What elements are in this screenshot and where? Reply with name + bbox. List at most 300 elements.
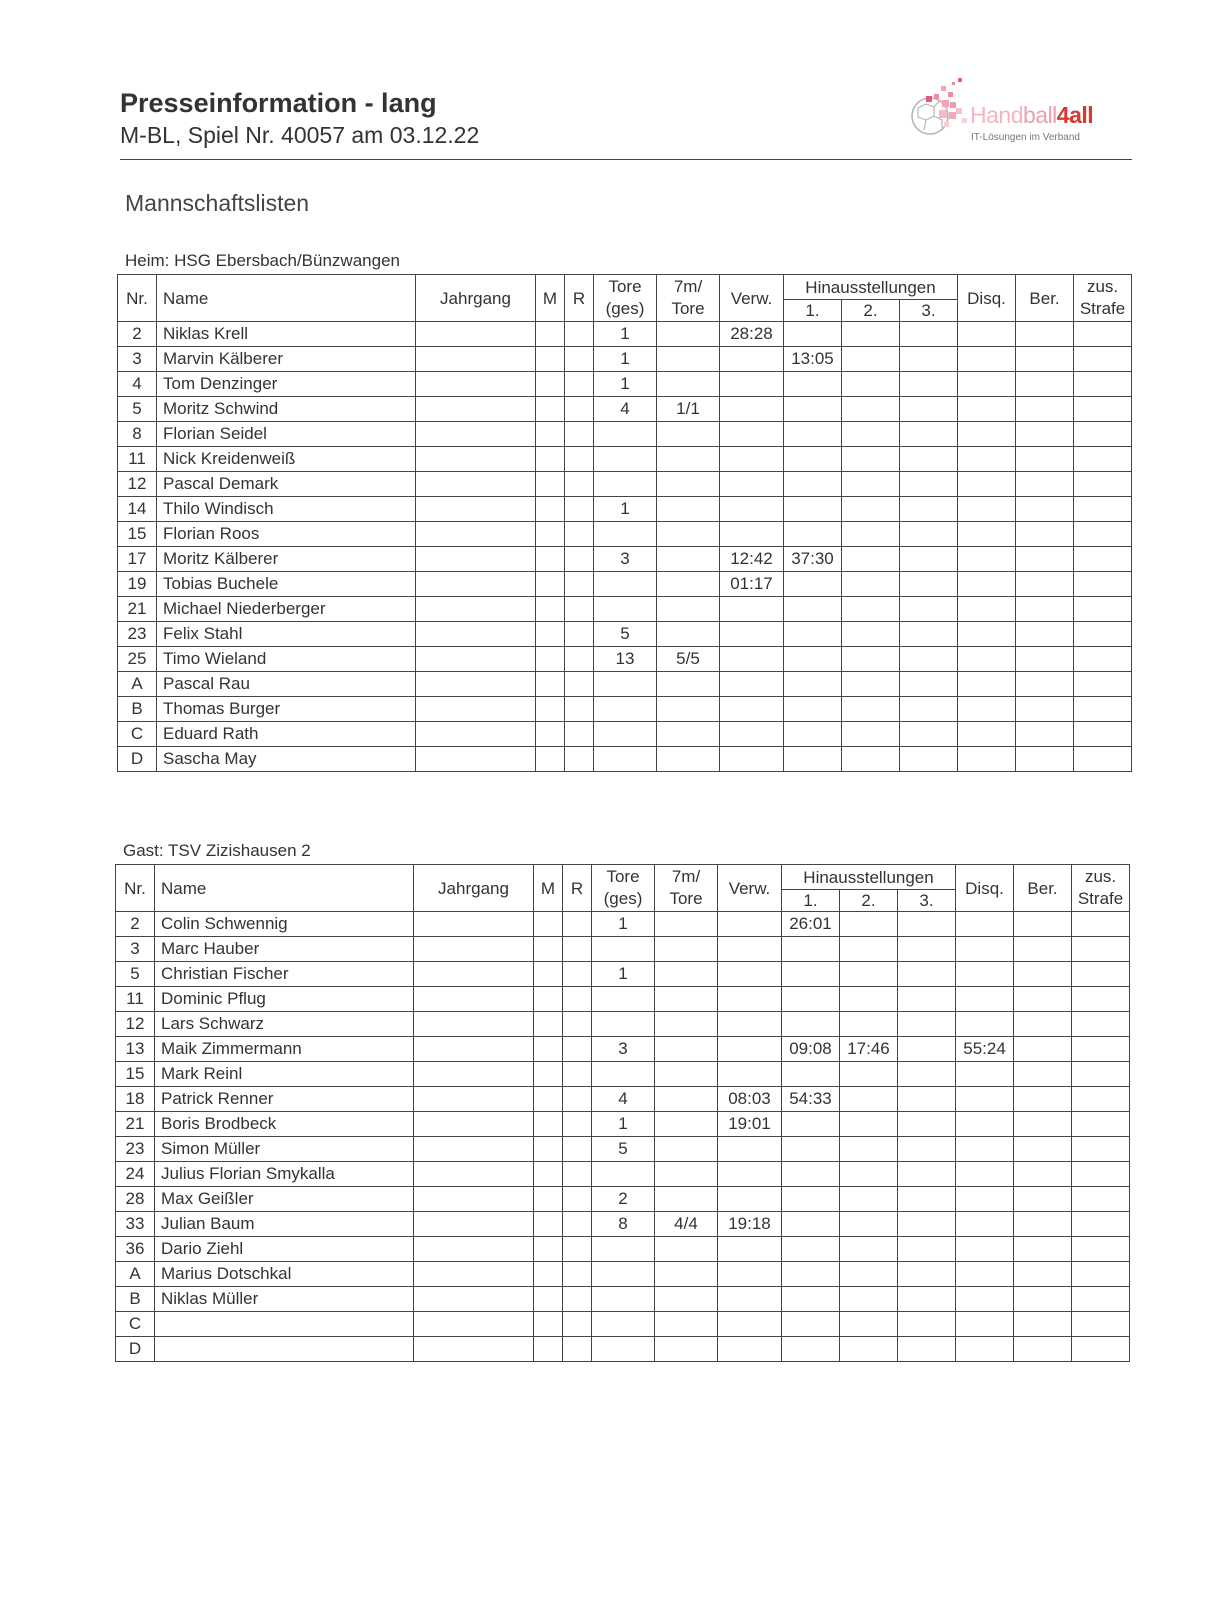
- cell-zus: [1074, 372, 1132, 397]
- cell-disq: [956, 1112, 1014, 1137]
- team-label-home: Heim: HSG Ebersbach/Bünzwangen: [125, 251, 400, 270]
- cell-verw: 19:01: [718, 1112, 782, 1137]
- cell-h1: 54:33: [782, 1087, 840, 1112]
- cell-h3: [898, 1062, 956, 1087]
- cell-tore: 3: [594, 547, 657, 572]
- cell-h1: 26:01: [782, 912, 840, 937]
- cell-jahrgang: [414, 1212, 534, 1237]
- cell-ber: [1016, 697, 1074, 722]
- cell-h3: [898, 987, 956, 1012]
- table-row: [116, 1062, 1130, 1087]
- cell-h2: [840, 1012, 898, 1037]
- cell-zus: [1072, 912, 1130, 937]
- cell-disq: [956, 1162, 1014, 1187]
- cell-h1: [782, 1212, 840, 1237]
- cell-siebenm: [657, 722, 720, 747]
- cell-ber: [1016, 447, 1074, 472]
- cell-verw: [718, 937, 782, 962]
- cell-verw: [718, 1312, 782, 1337]
- cell-nr: 8: [118, 422, 157, 447]
- cell-h2: [842, 472, 900, 497]
- cell-ber: [1016, 572, 1074, 597]
- cell-h1: [782, 1112, 840, 1137]
- logo-wordmark: Handball4all: [970, 102, 1094, 128]
- cell-name: Michael Niederberger: [157, 597, 416, 622]
- cell-h3: [900, 597, 958, 622]
- table-row: [116, 937, 1130, 962]
- cell-h3: [900, 397, 958, 422]
- cell-verw: [720, 497, 784, 522]
- cell-zus: [1074, 447, 1132, 472]
- cell-r: [565, 747, 594, 772]
- cell-siebenm: [657, 472, 720, 497]
- table-row: [116, 1162, 1130, 1187]
- cell-zus: [1074, 647, 1132, 672]
- handball-icon: [904, 72, 974, 152]
- cell-disq: [956, 1287, 1014, 1312]
- cell-ber: [1014, 1287, 1072, 1312]
- col-header-jahrgang: Jahrgang: [416, 275, 536, 322]
- col-header-tore-line1: Tore: [608, 277, 642, 296]
- cell-siebenm: [655, 1162, 718, 1187]
- cell-name: Colin Schwennig: [155, 912, 414, 937]
- cell-name: [155, 1337, 414, 1362]
- cell-ber: [1016, 597, 1074, 622]
- col-header-h1: 1.: [782, 890, 840, 912]
- cell-siebenm: [657, 497, 720, 522]
- cell-jahrgang: [414, 1112, 534, 1137]
- cell-h1: [782, 1062, 840, 1087]
- cell-h2: [842, 572, 900, 597]
- cell-r: [563, 987, 592, 1012]
- cell-zus: [1072, 1137, 1130, 1162]
- cell-h2: [840, 1162, 898, 1187]
- cell-h2: [842, 722, 900, 747]
- col-header-tore: [594, 275, 657, 322]
- col-header-zus-strafe: [1072, 865, 1130, 912]
- handball4all-logo: [904, 72, 1134, 152]
- cell-verw: [718, 1037, 782, 1062]
- cell-zus: [1074, 322, 1132, 347]
- cell-zus: [1072, 1312, 1130, 1337]
- cell-h3: [898, 1137, 956, 1162]
- cell-verw: [718, 1012, 782, 1037]
- cell-zus: [1074, 722, 1132, 747]
- cell-tore: [594, 747, 657, 772]
- table-row: [118, 372, 1132, 397]
- cell-disq: [956, 1337, 1014, 1362]
- cell-disq: [956, 1262, 1014, 1287]
- cell-zus: [1072, 1212, 1130, 1237]
- cell-jahrgang: [414, 1137, 534, 1162]
- cell-h3: [900, 622, 958, 647]
- cell-h1: [782, 1312, 840, 1337]
- cell-nr: 13: [116, 1037, 155, 1062]
- cell-h3: [900, 372, 958, 397]
- cell-nr: 14: [118, 497, 157, 522]
- col-header-nr: Nr.: [118, 275, 157, 322]
- cell-zus: [1074, 347, 1132, 372]
- cell-verw: [718, 1062, 782, 1087]
- cell-tore: 1: [592, 912, 655, 937]
- cell-verw: [720, 447, 784, 472]
- table-row: [116, 962, 1130, 987]
- cell-name: Max Geißler: [155, 1187, 414, 1212]
- cell-jahrgang: [416, 647, 536, 672]
- cell-name: Julian Baum: [155, 1212, 414, 1237]
- cell-disq: [958, 597, 1016, 622]
- cell-disq: [958, 747, 1016, 772]
- cell-name: Sascha May: [157, 747, 416, 772]
- cell-disq: [958, 497, 1016, 522]
- cell-name: Marvin Kälberer: [157, 347, 416, 372]
- cell-m: [536, 647, 565, 672]
- cell-tore: [592, 937, 655, 962]
- cell-h3: [898, 1012, 956, 1037]
- cell-h2: [840, 1062, 898, 1087]
- cell-verw: [720, 697, 784, 722]
- cell-h2: [840, 1337, 898, 1362]
- cell-m: [534, 1312, 563, 1337]
- cell-r: [565, 472, 594, 497]
- cell-h1: [782, 1162, 840, 1187]
- cell-ber: [1014, 1137, 1072, 1162]
- cell-disq: [956, 962, 1014, 987]
- cell-disq: 55:24: [956, 1037, 1014, 1062]
- cell-siebenm: [657, 697, 720, 722]
- cell-siebenm: [655, 1062, 718, 1087]
- col-header-m: M: [534, 865, 563, 912]
- cell-h3: [898, 962, 956, 987]
- cell-zus: [1074, 497, 1132, 522]
- cell-name: Simon Müller: [155, 1137, 414, 1162]
- cell-jahrgang: [416, 447, 536, 472]
- table-row: [118, 397, 1132, 422]
- cell-ber: [1014, 1312, 1072, 1337]
- cell-jahrgang: [414, 987, 534, 1012]
- cell-ber: [1016, 622, 1074, 647]
- cell-disq: [956, 1212, 1014, 1237]
- cell-ber: [1016, 422, 1074, 447]
- table-row: [118, 572, 1132, 597]
- cell-jahrgang: [414, 912, 534, 937]
- cell-jahrgang: [416, 672, 536, 697]
- col-header-ber: Ber.: [1016, 275, 1074, 322]
- cell-m: [536, 372, 565, 397]
- cell-h2: [842, 622, 900, 647]
- cell-jahrgang: [414, 1087, 534, 1112]
- cell-nr: 23: [118, 622, 157, 647]
- cell-r: [563, 937, 592, 962]
- cell-zus: [1074, 472, 1132, 497]
- cell-disq: [956, 1062, 1014, 1087]
- cell-name: Mark Reinl: [155, 1062, 414, 1087]
- roster-table-home: [117, 274, 1132, 772]
- cell-siebenm: [655, 1287, 718, 1312]
- cell-jahrgang: [416, 697, 536, 722]
- cell-ber: [1016, 647, 1074, 672]
- cell-disq: [958, 697, 1016, 722]
- cell-m: [534, 912, 563, 937]
- cell-disq: [958, 522, 1016, 547]
- cell-h1: 13:05: [784, 347, 842, 372]
- cell-h3: [898, 1112, 956, 1137]
- cell-tore: [594, 697, 657, 722]
- table-row: [116, 1187, 1130, 1212]
- cell-siebenm: [657, 347, 720, 372]
- cell-zus: [1072, 1062, 1130, 1087]
- cell-jahrgang: [416, 522, 536, 547]
- cell-verw: [718, 912, 782, 937]
- cell-m: [536, 622, 565, 647]
- cell-verw: [720, 647, 784, 672]
- cell-h3: [898, 1162, 956, 1187]
- cell-zus: [1072, 1112, 1130, 1137]
- table-row: [118, 472, 1132, 497]
- cell-r: [563, 1112, 592, 1137]
- col-header-7m: [655, 865, 718, 912]
- cell-tore: [592, 1062, 655, 1087]
- col-header-hinausstellungen: Hinausstellungen: [784, 275, 958, 300]
- cell-r: [565, 672, 594, 697]
- cell-h1: [784, 397, 842, 422]
- header-row: [116, 865, 1130, 890]
- table-row: [118, 547, 1132, 572]
- cell-name: Tom Denzinger: [157, 372, 416, 397]
- cell-h3: [900, 647, 958, 672]
- cell-nr: 24: [116, 1162, 155, 1187]
- cell-h1: [784, 522, 842, 547]
- cell-m: [536, 347, 565, 372]
- cell-tore: [594, 472, 657, 497]
- cell-disq: [958, 372, 1016, 397]
- cell-nr: B: [118, 697, 157, 722]
- cell-siebenm: [655, 1012, 718, 1037]
- cell-siebenm: [655, 1237, 718, 1262]
- cell-h1: [782, 962, 840, 987]
- cell-jahrgang: [416, 372, 536, 397]
- header-row: [118, 275, 1132, 300]
- cell-name: Florian Seidel: [157, 422, 416, 447]
- cell-ber: [1014, 987, 1072, 1012]
- cell-h3: [898, 1187, 956, 1212]
- col-header-zus-strafe-line2: Strafe: [1079, 299, 1126, 318]
- cell-siebenm: [657, 522, 720, 547]
- col-header-7m-line1: 7m/: [673, 277, 703, 296]
- cell-jahrgang: [416, 472, 536, 497]
- table-row: [116, 1037, 1130, 1062]
- col-header-jahrgang: Jahrgang: [414, 865, 534, 912]
- cell-jahrgang: [414, 962, 534, 987]
- cell-zus: [1074, 422, 1132, 447]
- cell-r: [563, 1312, 592, 1337]
- cell-siebenm: [657, 622, 720, 647]
- cell-r: [563, 962, 592, 987]
- cell-name: Boris Brodbeck: [155, 1112, 414, 1137]
- cell-h2: [840, 1137, 898, 1162]
- cell-jahrgang: [416, 322, 536, 347]
- cell-verw: [720, 472, 784, 497]
- cell-h2: [842, 447, 900, 472]
- cell-h3: [898, 1312, 956, 1337]
- cell-ber: [1014, 937, 1072, 962]
- cell-nr: 33: [116, 1212, 155, 1237]
- cell-m: [536, 522, 565, 547]
- cell-jahrgang: [414, 1337, 534, 1362]
- cell-r: [565, 422, 594, 447]
- cell-name: Florian Roos: [157, 522, 416, 547]
- cell-jahrgang: [416, 747, 536, 772]
- cell-zus: [1072, 987, 1130, 1012]
- cell-verw: [718, 1187, 782, 1212]
- cell-tore: 1: [594, 372, 657, 397]
- cell-nr: C: [116, 1312, 155, 1337]
- cell-h1: [784, 497, 842, 522]
- cell-h3: [900, 422, 958, 447]
- cell-verw: [718, 1262, 782, 1287]
- cell-verw: [718, 1287, 782, 1312]
- cell-r: [563, 1212, 592, 1237]
- cell-verw: [720, 347, 784, 372]
- cell-verw: [720, 422, 784, 447]
- cell-jahrgang: [414, 937, 534, 962]
- cell-name: Timo Wieland: [157, 647, 416, 672]
- cell-jahrgang: [416, 622, 536, 647]
- cell-verw: [720, 747, 784, 772]
- table-row: [118, 347, 1132, 372]
- logo-tagline: IT-Lösungen im Verband: [971, 132, 1080, 143]
- cell-verw: [720, 597, 784, 622]
- cell-name: [155, 1312, 414, 1337]
- table-row: [118, 747, 1132, 772]
- cell-jahrgang: [414, 1012, 534, 1037]
- cell-siebenm: 4/4: [655, 1212, 718, 1237]
- cell-nr: 21: [118, 597, 157, 622]
- cell-disq: [956, 937, 1014, 962]
- cell-h3: [898, 1037, 956, 1062]
- cell-h3: [900, 672, 958, 697]
- cell-nr: 19: [118, 572, 157, 597]
- cell-name: Tobias Buchele: [157, 572, 416, 597]
- cell-name: Maik Zimmermann: [155, 1037, 414, 1062]
- cell-siebenm: [655, 912, 718, 937]
- cell-h1: [784, 372, 842, 397]
- cell-h1: 09:08: [782, 1037, 840, 1062]
- team-label-guest: Gast: TSV Zizishausen 2: [123, 841, 311, 860]
- cell-ber: [1016, 347, 1074, 372]
- cell-h1: [782, 1187, 840, 1212]
- cell-ber: [1014, 962, 1072, 987]
- cell-zus: [1074, 622, 1132, 647]
- cell-disq: [958, 472, 1016, 497]
- col-header-name: Name: [157, 275, 416, 322]
- table-row: [116, 1137, 1130, 1162]
- cell-verw: 19:18: [718, 1212, 782, 1237]
- cell-m: [534, 1012, 563, 1037]
- cell-zus: [1074, 747, 1132, 772]
- col-header-zus-strafe: [1074, 275, 1132, 322]
- cell-jahrgang: [414, 1287, 534, 1312]
- cell-siebenm: [655, 937, 718, 962]
- cell-tore: 1: [592, 962, 655, 987]
- cell-ber: [1014, 1112, 1072, 1137]
- cell-siebenm: [657, 322, 720, 347]
- cell-h1: [782, 1287, 840, 1312]
- cell-tore: [594, 522, 657, 547]
- cell-tore: 3: [592, 1037, 655, 1062]
- cell-ber: [1014, 1337, 1072, 1362]
- cell-ber: [1014, 1037, 1072, 1062]
- cell-m: [534, 1112, 563, 1137]
- cell-jahrgang: [414, 1312, 534, 1337]
- cell-zus: [1072, 1162, 1130, 1187]
- cell-verw: [718, 1162, 782, 1187]
- cell-verw: [720, 522, 784, 547]
- cell-tore: [592, 1262, 655, 1287]
- cell-m: [534, 1237, 563, 1262]
- cell-tore: 4: [594, 397, 657, 422]
- cell-h3: [898, 1337, 956, 1362]
- cell-ber: [1016, 497, 1074, 522]
- cell-name: Marc Hauber: [155, 937, 414, 962]
- col-header-7m-line1: 7m/: [671, 867, 701, 886]
- cell-disq: [956, 1237, 1014, 1262]
- cell-ber: [1016, 372, 1074, 397]
- cell-verw: [718, 987, 782, 1012]
- cell-nr: 17: [118, 547, 157, 572]
- cell-tore: [592, 1287, 655, 1312]
- cell-m: [536, 722, 565, 747]
- col-header-disq: Disq.: [958, 275, 1016, 322]
- cell-siebenm: [655, 1187, 718, 1212]
- cell-m: [534, 1062, 563, 1087]
- cell-h1: [784, 697, 842, 722]
- cell-r: [565, 522, 594, 547]
- cell-siebenm: [655, 1137, 718, 1162]
- table-row: [116, 1087, 1130, 1112]
- cell-tore: [592, 1012, 655, 1037]
- cell-h3: [900, 572, 958, 597]
- cell-h1: [784, 447, 842, 472]
- cell-r: [565, 397, 594, 422]
- cell-h2: [840, 937, 898, 962]
- table-row: [116, 1337, 1130, 1362]
- cell-tore: 2: [592, 1187, 655, 1212]
- cell-h1: [782, 1237, 840, 1262]
- table-row: [116, 987, 1130, 1012]
- col-header-tore-line2: (ges): [603, 889, 643, 908]
- cell-r: [565, 722, 594, 747]
- cell-h2: [840, 1262, 898, 1287]
- cell-ber: [1014, 1262, 1072, 1287]
- cell-m: [534, 962, 563, 987]
- cell-siebenm: [655, 987, 718, 1012]
- cell-name: Niklas Müller: [155, 1287, 414, 1312]
- cell-nr: D: [118, 747, 157, 772]
- cell-h3: [898, 1237, 956, 1262]
- col-header-hinausstellungen: Hinausstellungen: [782, 865, 956, 890]
- cell-verw: [720, 672, 784, 697]
- cell-disq: [958, 622, 1016, 647]
- cell-disq: [958, 322, 1016, 347]
- col-header-disq: Disq.: [956, 865, 1014, 912]
- cell-h2: [842, 672, 900, 697]
- cell-h3: [900, 547, 958, 572]
- cell-disq: [956, 1012, 1014, 1037]
- cell-r: [563, 1087, 592, 1112]
- cell-disq: [958, 647, 1016, 672]
- cell-ber: [1014, 1062, 1072, 1087]
